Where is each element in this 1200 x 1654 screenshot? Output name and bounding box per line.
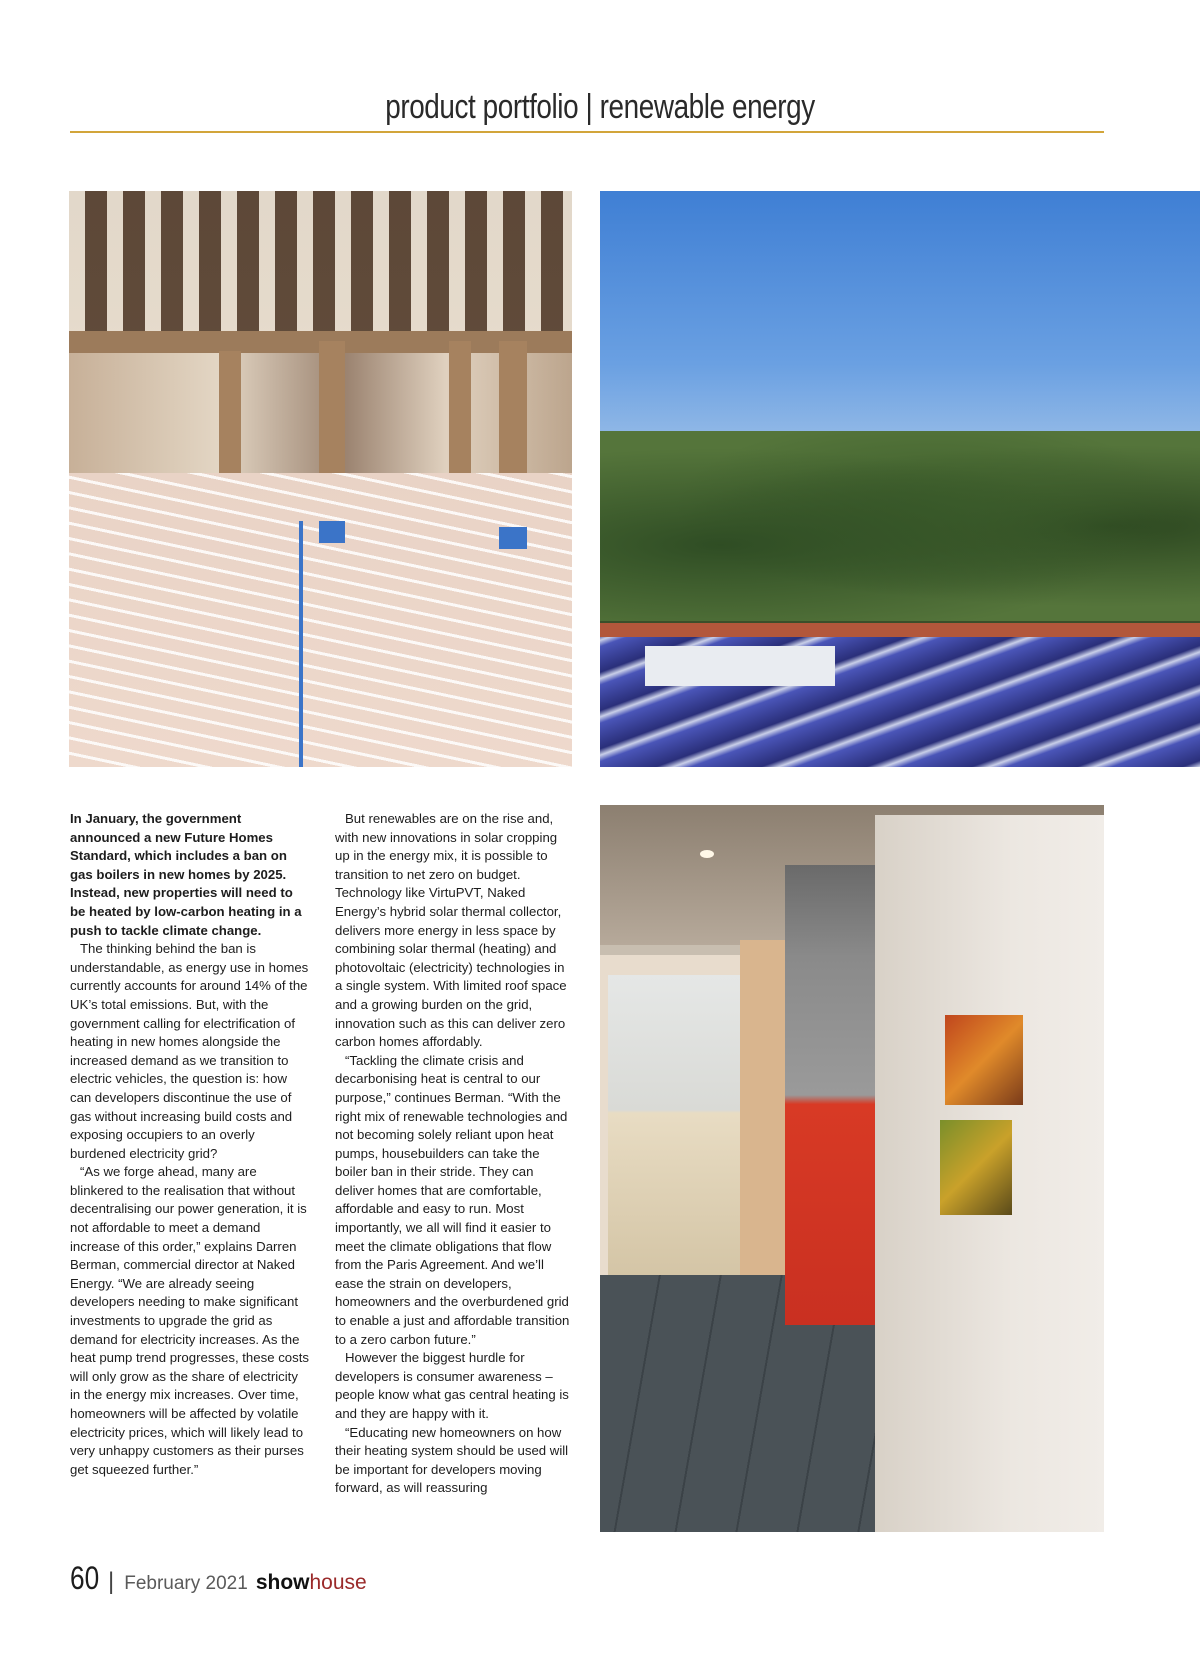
- issue-date: February 2021: [124, 1573, 248, 1594]
- post-base: [319, 521, 345, 543]
- page-number: 60: [70, 1560, 100, 1596]
- heating-unit: [785, 865, 877, 1325]
- section-title: product portfolio | renewable energy: [385, 88, 815, 126]
- article-column-1: [70, 810, 310, 1479]
- brand-logo-regular: house: [309, 1571, 367, 1594]
- solar-panels-photo: [600, 191, 1200, 767]
- post-base: [499, 527, 527, 549]
- article-paragraph: “Educating new homeowners on how their heating system should be used will be important for developers moving forward, as will reassuring: [335, 1424, 569, 1496]
- article-paragraph: The thinking behind the ban is understandable, as energy use in homes currently accounts for around 14% of the UK’s total emissions. But, with the government calling for electrification of heating in new homes alongside the increased demand as we transition to electric vehicles, the question is: how can developers discontinue the use of gas without increasing build costs and exposing occupiers to an overly burdened electricity grid?: [70, 941, 309, 1161]
- brand-logo-bold: show: [255, 1571, 310, 1594]
- hallway-unit-photo: [600, 805, 1104, 1532]
- article-paragraph: “Tackling the climate crisis and decarbonising heat is central to our purpose,” continues Berman. “With the right mix of renewable technologies and not becoming solely reliant upon heat pumps, housebuilders can take the boiler ban in their stride. They can deliver homes that are comfortable, affordable and easy to run. Most importantly, we all will find it easier to meet the climate obligations that flow from the Paris Agreement. And we’ll ease the strain on developers, homeowners and the overburdened grid to enable a just and affordable transition to a zero carbon future.”: [335, 1052, 570, 1347]
- article-column-2: [335, 810, 575, 1498]
- article-lead: In January, the government announced a new Future Homes Standard, which includes a ban on gas boilers in new homes by 2025. Instead, new properties will need to be heated by low-carbon heating in a push to tackle climate change.: [70, 811, 302, 938]
- pipe-marking: [299, 521, 303, 767]
- footer-separator: |: [108, 1568, 115, 1595]
- article-paragraph: But renewables are on the rise and, with new innovations in solar cropping up in the energy mix, it is possible to transition to net zero on budget. Technology like VirtuPVT, Naked Energy’s hybrid solar thermal collector, delivers more energy in less space by combining solar thermal (heating) and photovoltaic (electricity) technologies in a single system. With limited roof space and a growing burden on the grid, innovation such as this can deliver zero carbon homes affordably.: [335, 811, 567, 1050]
- wall-painting: [940, 1120, 1012, 1215]
- roof-parapet: [600, 623, 1200, 637]
- underfloor-heating-photo: [69, 191, 572, 767]
- kitchen-view: [608, 975, 748, 1275]
- roof-skylight: [645, 646, 835, 686]
- wall-painting: [945, 1015, 1023, 1105]
- header-rule: [70, 131, 1104, 133]
- article-paragraph: “As we forge ahead, many are blinkered to the realisation that without decentralising our power generation, it is not affordable to meet a demand increase of this order,” explains Darren Berman, commercial director at Naked Energy. “We are already seeing developers needing to make significant investments to upgrade the grid as demand for electricity increases. As the heat pump trend progresses, these costs will only grow as the share of electricity in the energy mix increases. Over time, homeowners will be affected by volatile electricity prices, which will likely lead to very unhappy customers as their purses get squeezed further.”: [70, 1164, 309, 1477]
- tree-line: [600, 431, 1200, 621]
- page-footer: [70, 1560, 367, 1600]
- ceiling-light: [700, 850, 714, 858]
- heating-pipes-floor: [69, 473, 572, 767]
- article-paragraph: However the biggest hurdle for developers is consumer awareness – people know what gas central heating is and they are happy with it.: [335, 1350, 569, 1421]
